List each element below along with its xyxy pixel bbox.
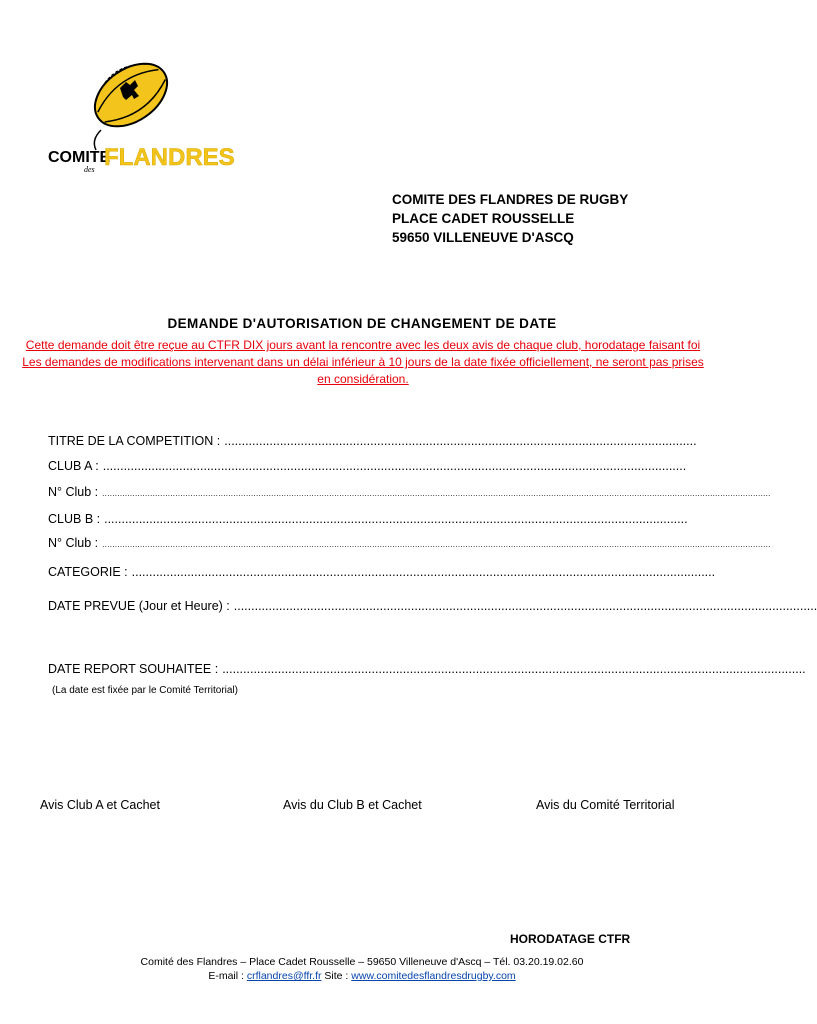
warning-line-1: Cette demande doit être reçue au CTFR DIX jours avant la rencontre avec les deux avis de chaque club, horodatage faisant foi (25, 338, 701, 352)
footer (0, 955, 724, 983)
fill-line[interactable]: ........................................................................................................................................................................ (102, 459, 687, 473)
field-label: TITRE DE LA COMPETITION : (48, 434, 221, 448)
field-num-club-a[interactable] (48, 485, 771, 499)
address-line-2: PLACE CADET ROUSSELLE (392, 211, 575, 226)
field-date-report[interactable] (48, 662, 806, 676)
date-note: (La date est fixée par le Comité Territorial) (52, 685, 239, 696)
document-title: DEMANDE D'AUTORISATION DE CHANGEMENT DE DATE (167, 316, 557, 331)
email-link[interactable]: crflandres@ffr.fr (246, 970, 322, 982)
logo-word-comite: COMITE (48, 149, 111, 166)
warning-line-3: en considération. (317, 372, 409, 386)
fill-line[interactable]: ........................................................................................................................................ (224, 434, 697, 448)
field-label: CLUB B : (48, 512, 101, 526)
rugby-ball-icon (46, 50, 236, 180)
field-label: CATEGORIE : (48, 565, 128, 579)
signature-comite: Avis du Comité Territorial (536, 798, 675, 812)
field-competition[interactable] (48, 434, 697, 448)
field-label: CLUB A : (48, 459, 99, 473)
field-club-a[interactable] (48, 459, 687, 473)
logo-word-des: des (84, 165, 95, 174)
horodatage-label: HORODATAGE CTFR (510, 932, 631, 946)
field-label: N° Club : (48, 485, 99, 499)
address-line-3: 59650 VILLENEUVE D'ASCQ (392, 230, 574, 245)
field-club-b[interactable] (48, 512, 688, 526)
logo-word-flandres: FLANDRES (104, 144, 235, 171)
field-label: N° Club : (48, 536, 99, 550)
email-label: E-mail : (208, 970, 244, 982)
warning-notice (8, 337, 718, 388)
field-num-club-b[interactable] (48, 536, 771, 550)
fill-line[interactable]: ........................................................................................................................................................................ (131, 565, 716, 579)
warning-line-2: Les demandes de modifications intervenant dans un délai inférieur à 10 jours de la date fixée officiellement, ne seront pas prises (22, 355, 704, 369)
site-label: Site : (324, 970, 349, 982)
comite-logo (46, 50, 236, 180)
fill-line[interactable]: ......................................................................................................................................................................................................................................................................... (102, 540, 771, 549)
footer-line-1: Comité des Flandres – Place Cadet Rousselle – 59650 Villeneuve d'Ascq – Tél. 03.20.19.02.60 (140, 956, 584, 968)
signature-club-a: Avis Club A et Cachet (40, 798, 160, 812)
footer-line-2 (0, 969, 724, 983)
signature-club-b: Avis du Club B et Cachet (283, 798, 422, 812)
field-label: DATE PREVUE (Jour et Heure) : (48, 599, 230, 613)
address-line-1: COMITE DES FLANDRES DE RUGBY (392, 192, 629, 207)
field-label: DATE REPORT SOUHAITEE : (48, 662, 219, 676)
field-date-prevue[interactable] (48, 599, 817, 613)
fill-line[interactable]: ........................................................................................................................................................................ (233, 599, 817, 613)
fill-line[interactable]: ........................................................................................................................................................................ (104, 512, 688, 526)
field-categorie[interactable] (48, 565, 716, 579)
fill-line[interactable]: ......................................................................................................................................................................................................................................................................... (102, 489, 771, 498)
site-link[interactable]: www.comitedesflandresdrugby.com (351, 970, 516, 982)
committee-address (392, 190, 628, 247)
fill-line[interactable]: ........................................................................................................................................................................ (222, 662, 806, 676)
